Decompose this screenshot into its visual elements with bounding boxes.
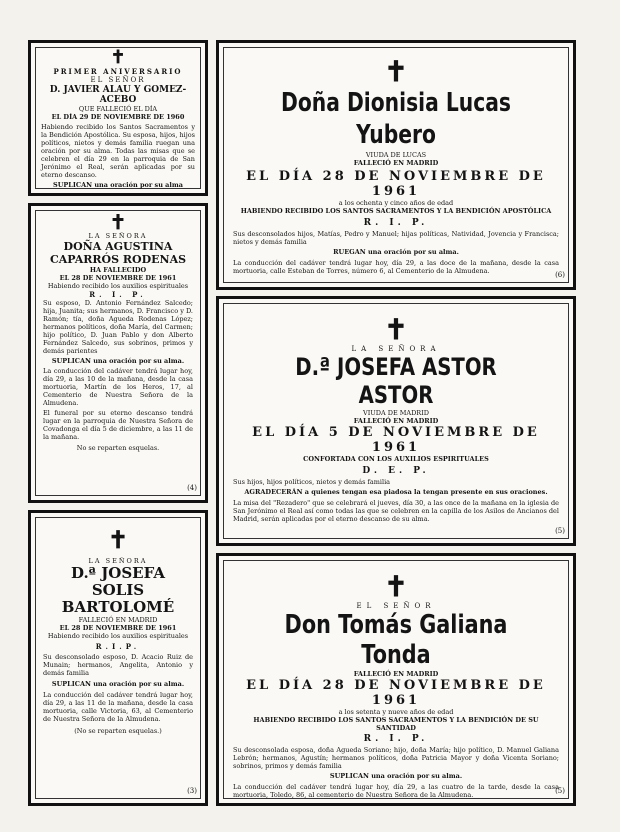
obituary-tomas-galiana [216,553,576,806]
ad-number: (6) [555,271,565,279]
died-label: HA FALLECIDO [89,266,147,274]
deceased-name: Doña Dionisia Lucas Yubero [281,88,511,150]
family-text: Su desconsolado esposo, D. Acacio Ruiz de Munain; hermanos, Angelita, Antonio y demás familia [43,653,193,677]
deceased-surname: BARTOLOMÉ [61,598,175,616]
conduction-text: La conducción del cadáver tendrá lugar hoy, día 29, a las cuatro de la tarde, desde la casa mortuoria, Toledo, 86, al cementerio de Nuestra Señora de la Almudena. [233,783,559,799]
rip-text: R. I. P. [363,218,429,228]
obituary-dionisia-lucas [216,40,576,290]
deceased-name: D. JAVIER ALAU Y GOMEZ-ACEBO [49,85,187,105]
sacraments-text: HABIENDO RECIBIDO LOS SANTOS SACRAMENTOS Y LA BENDICIÓN DE SU SANTIDAD [253,716,539,732]
suplican-text: SUPLICAN una oración por su alma. [51,357,185,365]
suplican-text: SUPLICAN una oración por su alma. [329,772,463,780]
title-label: LA SEÑORA [88,232,148,240]
rip-text: D. E. P. [362,466,430,476]
conduction-text: La conducción del cadáver tendrá lugar hoy, día 29, a las 11 de la mañana, desde la casa mortuoria, calle Victoria, 63, al Cementerio de Nuestra Señora de la Almudena. [43,691,193,723]
funeral-text: El funeral por su eterno descanso tendrá lugar en la parroquia de Nuestra Señora de Covadonga el día 5 de diciembre, a las 11 de la mañana. [43,409,193,441]
title-label: EL SEÑOR [90,76,146,84]
suplican-text: RUEGAN una oración por su alma. [333,248,459,256]
closing-text: (No se reparten esquelas.) [74,727,162,735]
family-text: Sus desconsolados hijos, Matías, Pedro y Manuel; hijas políticas, Natividad, Jovencia y Francisca; nietos y demás familia [233,230,559,246]
title-label: LA SEÑORA [88,557,148,565]
cross-icon: ✝ [384,570,408,603]
suplican-text: SUPLICAN una oración por su alma. [51,680,185,688]
died-label: FALLECIÓ EN MADRID [353,670,439,678]
death-date: EL DÍA 5 DE NOVIEMBRE DE 1961 [252,425,540,455]
obituary-josefa-astor [216,296,576,546]
title-label: EL SEÑOR [356,602,436,610]
ad-number: (5) [555,527,565,535]
cross-icon: ✝ [109,210,127,234]
sacraments-text: Habiendo recibido los auxilios espirituales [47,632,189,640]
death-date: EL 28 DE NOVIEMBRE DE 1961 [59,624,177,632]
ad-number: (4) [187,484,197,492]
conduction-text: La conducción del cadáver tendrá lugar hoy, día 29, a las 10 de la mañana, desde la casa mortuoria, Martín de los Heros, 17, al Cementerio de Nuestra Señora de la Almudena. [43,367,193,407]
rip-text: R.I.P. [95,642,141,651]
died-label: FALLECIÓ EN MADRID [353,159,439,167]
suplican-text: AGRADECERÁN a quienes tengan esa piadosa la tengan presente en sus oraciones. [244,488,548,496]
age-text: a los setenta y nueve años de edad [338,708,454,716]
cross-icon: ✝ [384,55,408,88]
family-text: Sus hijos, hijos políticos, nietos y demás familia [233,478,391,486]
sacraments-text: HABIENDO RECIBIDO LOS SANTOS SACRAMENTOS Y LA BENDICIÓN APOSTÓLICA [240,207,552,215]
widow-label: VIUDA DE MADRID [363,409,429,417]
obituary-josefa-solis [28,510,208,806]
obituary-body: Habiendo recibido los Santos Sacramentos y la Bendición Apostólica. Su esposa, hijos, hijos políticos, nietos y demás familia ruegan una oración por su alma. Todas las misas que se celebren el día 29 en la parroquia de San Jerónimo el Real, serán aplicadas por su eterno descanso. [41,123,195,179]
obituary-agustina-caparros [28,203,208,503]
cross-icon: ✝ [110,47,126,68]
sacraments-text: Habiendo recibido los auxilios espirituales [47,282,189,290]
deceased-name: D.ª JOSEFA ASTOR ASTOR [295,353,497,409]
rip-text: R. I. P. [89,290,147,299]
ad-number: (3) [187,787,197,795]
cross-icon: ✝ [384,313,408,346]
died-label: QUE FALLECIÓ EL DÍA [78,105,158,113]
age-text: a los ochenta y cinco años de edad [338,199,454,207]
cross-icon: ✝ [107,525,129,554]
title-label: LA SEÑORA [351,345,441,353]
mass-text: La misa del "Rezadero" que se celebrará el jueves, día 30, a las once de la mañana en la iglesia de San Jerónimo el Real así como todas las que se celebren en la capilla de los Asilos de Ancianos del Madrid, serán aplicadas por el eterno descanso de su alma. [233,499,559,523]
deceased-name: DOÑA AGUSTINA CAPARRÓS RODENAS [49,240,187,266]
rip-text: R. I. P. [363,734,429,744]
deceased-name: D.ª JOSEFA SOLIS [70,564,166,599]
anniversary-label: PRIMER ANIVERSARIO [53,67,183,76]
death-date: EL 28 DE NOVIEMBRE DE 1961 [59,274,177,282]
obituary-javier-alau [28,40,208,196]
deceased-name: Don Tomás Galiana Tonda [284,610,508,670]
conduction-text: La conducción del cadáver tendrá lugar hoy, día 29, a las doce de la mañana, desde la casa mortuoria, calle Esteban de Torres, número 6, al Cementerio de la Almudena. [233,259,559,275]
death-date: EL DÍA 28 DE NOVIEMBRE DE 1961 [246,678,546,708]
closing-text: No se reparten esquelas. [76,444,160,452]
family-text: Su esposo, D. Antonio Fernández Salcedo; hija, Juanita; sus hermanos, D. Francisco y D. Ramón; tía, doña Agueda Rodenas López; hermanos políticos, doña María, del Carmen; hijo político, D. Juan Pablo y don Alberto Fernández Salcedo, sus sobrinos, primos y demás parientes [43,299,193,355]
died-label: FALLECIÓ EN MADRID [353,417,439,425]
death-date: EL DÍA 28 DE NOVIEMBRE DE 1961 [246,169,546,199]
ad-number: (5) [555,787,565,795]
widow-label: VIUDA DE LUCAS [365,151,427,159]
closing-text: SUPLICAN una oración por su alma [53,181,183,189]
died-label: FALLECIÓ EN MADRID [78,616,158,624]
sacraments-text: CONFORTADA CON LOS AUXILIOS ESPIRITUALES [303,455,489,463]
death-date: EL DÍA 29 DE NOVIEMBRE DE 1960 [51,113,185,121]
family-text: Su desconsolada esposa, doña Agueda Soriano; hijo, doña María; hijo político, D. Manuel Galiana Lebrón; hermanos, Agustín; hermanos políticos, doña Patricia Mayor y doña Vicenta Soriano; sobrinos, primos y demás familia [233,746,559,770]
